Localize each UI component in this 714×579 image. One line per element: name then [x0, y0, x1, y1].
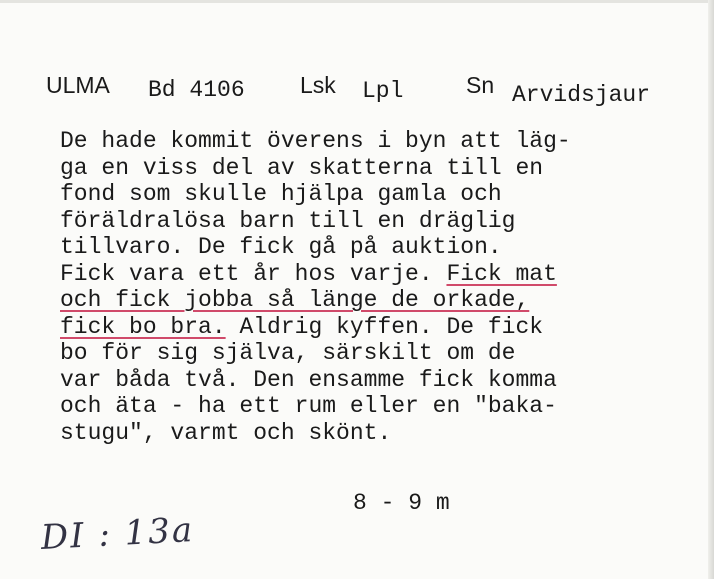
text-line: [60, 367, 700, 394]
underlined-segment: Fick mat: [446, 260, 557, 287]
text-line: [60, 420, 700, 447]
text-line: [60, 261, 700, 288]
text-segment: och äta - ha ett rum eller en "baka-: [60, 393, 557, 419]
underlined-segment: och fick jobba så länge de orkade,: [60, 287, 530, 313]
text-segment: Fick vara ett år hos varje.: [60, 260, 447, 287]
underlined-segment: fick bo bra.: [60, 313, 226, 340]
archive-label: ULMA: [46, 72, 110, 98]
text-segment: föräldralösa barn till en dräglig: [60, 207, 516, 234]
text-line: [60, 314, 700, 341]
text-line: [60, 128, 700, 155]
text-segment: tillvaro. De fick gå på auktion.: [60, 234, 502, 260]
text-segment: ga en viss del av skatterna till en: [60, 154, 544, 181]
card-top-edge: [0, 0, 714, 3]
text-segment: bo för sig själva, särskilt om de: [60, 340, 516, 366]
text-line: [60, 393, 700, 420]
handwritten-code: DI : 13a: [39, 510, 196, 558]
landskap-value: Lpl: [362, 78, 404, 104]
text-line: [60, 287, 700, 314]
time-of-day: 8 - 9 m: [353, 490, 450, 516]
text-segment: var båda två. Den ensamme fick komma: [60, 366, 557, 393]
text-line: [60, 340, 700, 367]
text-line: [60, 155, 700, 182]
socken-value: Arvidsjaur: [512, 82, 651, 108]
text-line: [60, 208, 700, 235]
socken-label: Sn: [466, 72, 495, 98]
text-segment: De hade kommit överens i byn att läg-: [60, 128, 571, 154]
landskap-label: Lsk: [300, 72, 336, 98]
text-segment: stugu", varmt och skönt.: [60, 419, 392, 446]
volume-number: Bd 4106: [148, 77, 245, 103]
text-segment: fond som skulle hjälpa gamla och: [60, 181, 502, 207]
record-text: [60, 128, 700, 446]
text-segment: Aldrig kyffen. De fick: [225, 313, 544, 340]
card-header: [0, 66, 714, 116]
text-line: [60, 234, 700, 261]
text-line: [60, 181, 700, 208]
